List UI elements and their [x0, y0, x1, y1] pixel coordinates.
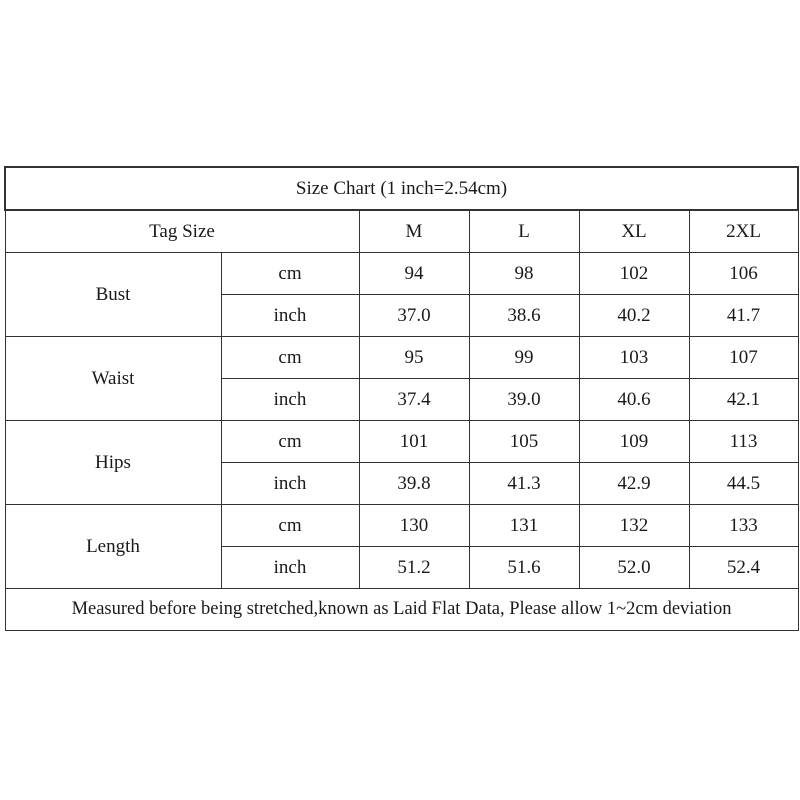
- size-column-header: 2XL: [689, 210, 798, 253]
- unit-label: cm: [221, 505, 359, 547]
- table-cell: 42.1: [689, 379, 798, 421]
- table-cell: 101: [359, 421, 469, 463]
- table-row: [5, 505, 798, 547]
- unit-label: inch: [221, 379, 359, 421]
- table-cell: 52.4: [689, 547, 798, 589]
- table-cell: 51.2: [359, 547, 469, 589]
- table-cell: 37.0: [359, 295, 469, 337]
- table-cell: 41.7: [689, 295, 798, 337]
- measurement-note: Measured before being stretched,known as Laid Flat Data, Please allow 1~2cm deviation: [5, 589, 798, 631]
- table-cell: 113: [689, 421, 798, 463]
- table-cell: 39.8: [359, 463, 469, 505]
- table-cell: 103: [579, 337, 689, 379]
- measure-label: Bust: [5, 253, 221, 337]
- table-cell: 40.6: [579, 379, 689, 421]
- table-cell: 41.3: [469, 463, 579, 505]
- table-cell: 95: [359, 337, 469, 379]
- title-row: [5, 167, 798, 210]
- table-cell: 105: [469, 421, 579, 463]
- table-cell: 131: [469, 505, 579, 547]
- measure-label: Length: [5, 505, 221, 589]
- table-cell: 51.6: [469, 547, 579, 589]
- measure-label: Waist: [5, 337, 221, 421]
- unit-label: cm: [221, 253, 359, 295]
- unit-label: cm: [221, 337, 359, 379]
- chart-title: Size Chart (1 inch=2.54cm): [5, 167, 798, 210]
- table-cell: 39.0: [469, 379, 579, 421]
- table-cell: 132: [579, 505, 689, 547]
- table-cell: 40.2: [579, 295, 689, 337]
- measure-label: Hips: [5, 421, 221, 505]
- table-cell: 102: [579, 253, 689, 295]
- table-row: [5, 253, 798, 295]
- table-row: [5, 421, 798, 463]
- table-cell: 106: [689, 253, 798, 295]
- table-cell: 109: [579, 421, 689, 463]
- table-cell: 133: [689, 505, 798, 547]
- tag-size-header: Tag Size: [5, 210, 359, 253]
- unit-label: inch: [221, 463, 359, 505]
- size-chart-table: [4, 166, 799, 631]
- table-cell: 99: [469, 337, 579, 379]
- unit-label: inch: [221, 295, 359, 337]
- table-cell: 94: [359, 253, 469, 295]
- table-cell: 44.5: [689, 463, 798, 505]
- table-cell: 37.4: [359, 379, 469, 421]
- size-column-header: L: [469, 210, 579, 253]
- unit-label: inch: [221, 547, 359, 589]
- size-chart-body: [5, 167, 798, 631]
- table-cell: 107: [689, 337, 798, 379]
- table-cell: 130: [359, 505, 469, 547]
- unit-label: cm: [221, 421, 359, 463]
- table-cell: 98: [469, 253, 579, 295]
- table-cell: 52.0: [579, 547, 689, 589]
- size-column-header: XL: [579, 210, 689, 253]
- header-row: [5, 210, 798, 253]
- table-cell: 42.9: [579, 463, 689, 505]
- table-cell: 38.6: [469, 295, 579, 337]
- table-row: [5, 337, 798, 379]
- size-column-header: M: [359, 210, 469, 253]
- note-row: [5, 589, 798, 631]
